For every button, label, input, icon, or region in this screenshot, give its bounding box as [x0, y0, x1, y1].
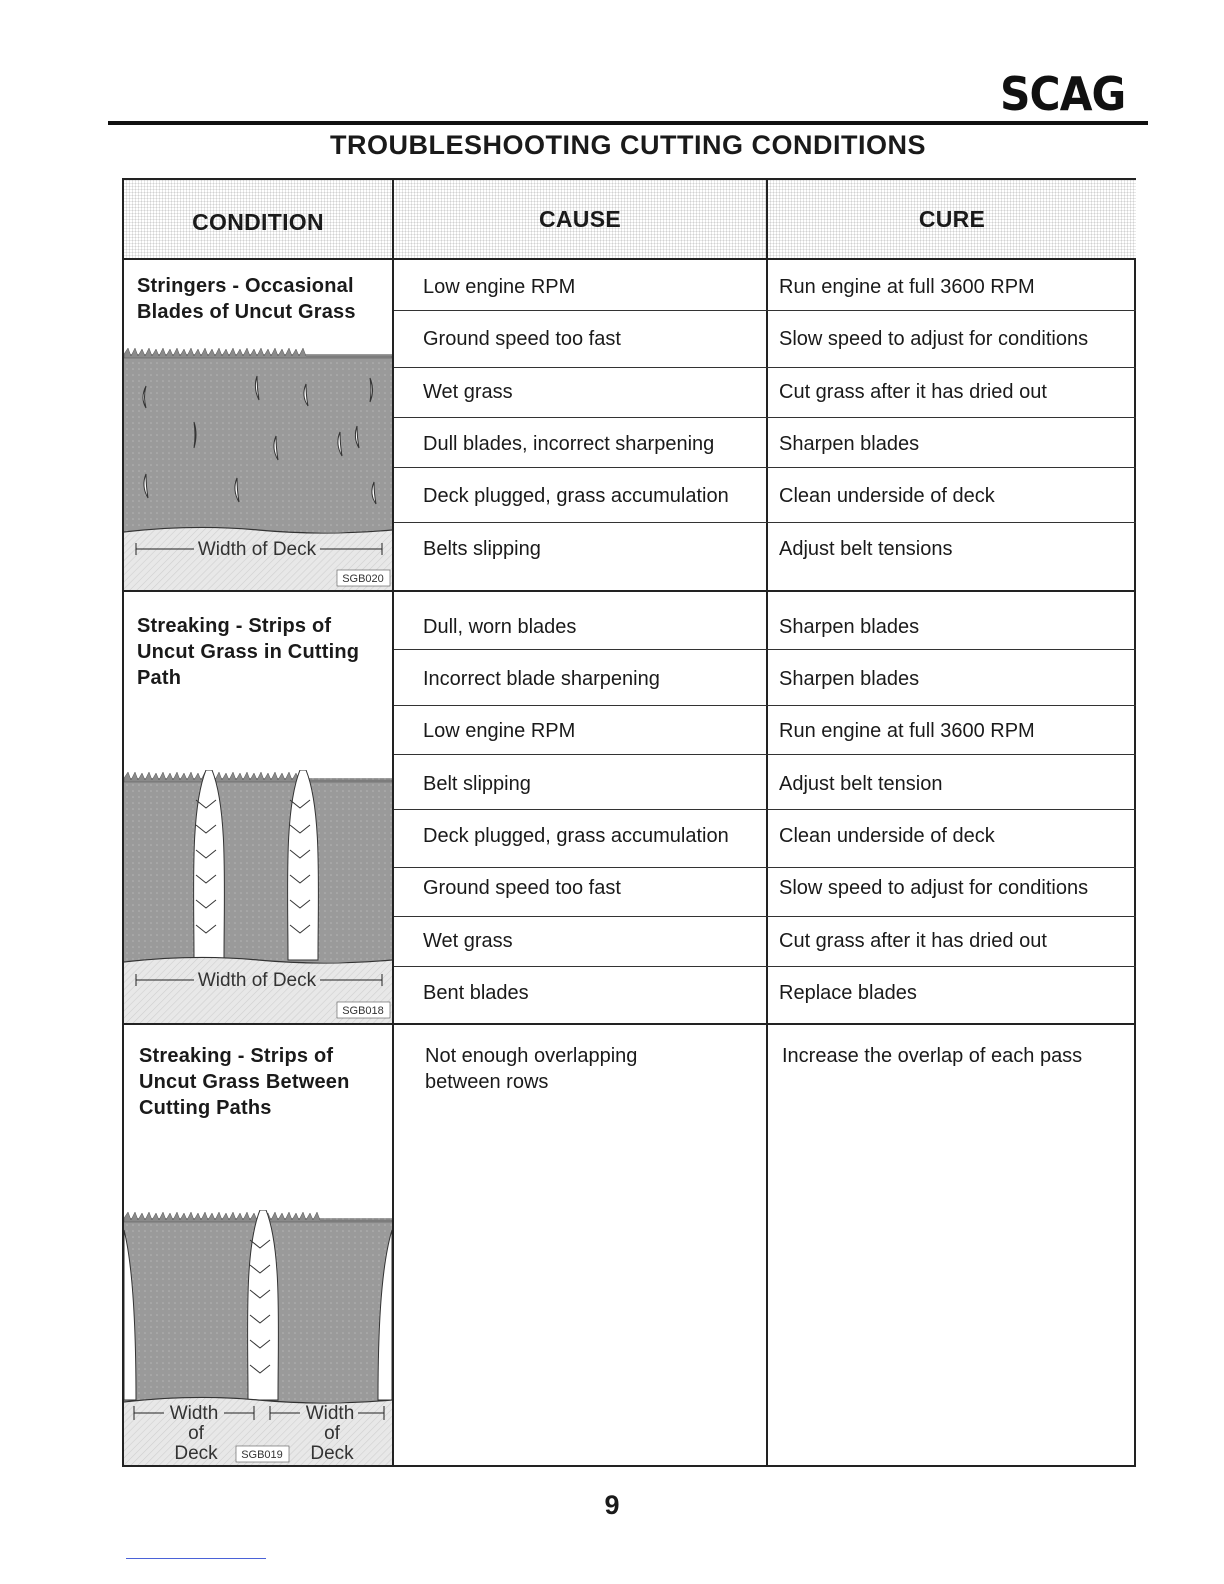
figure-label: Width	[305, 1403, 355, 1424]
row-divider	[394, 310, 1136, 311]
overlap-illustration	[124, 1210, 392, 1465]
cause-cell: Wet grass	[423, 930, 513, 952]
figure-label: Width of Deck	[197, 970, 317, 991]
page-number: 9	[604, 1490, 620, 1520]
figure-code: SGB018	[342, 1005, 384, 1017]
cure-cell: Sharpen blades	[779, 616, 920, 638]
header-condition: CONDITION	[124, 180, 392, 258]
cause-cell: Wet grass	[423, 381, 513, 403]
figure-label: Deck	[174, 1443, 218, 1464]
header-cause: CAUSE	[394, 180, 766, 258]
section-divider	[124, 1023, 1134, 1025]
cause-cell: Belts slipping	[423, 538, 541, 560]
header-divider	[124, 258, 1134, 260]
page-title: TROUBLESHOOTING CUTTING CONDITIONS	[330, 130, 926, 160]
cause-cell: Dull blades, incorrect sharpening	[423, 433, 715, 455]
streaking-illustration	[124, 770, 392, 1023]
cause-cell: Deck plugged, grass accumulation	[423, 825, 729, 847]
row-divider	[394, 522, 1136, 523]
cause-cell: Bent blades	[423, 982, 529, 1004]
cure-cell: Cut grass after it has dried out	[779, 930, 1047, 952]
figure-label: Width	[169, 1403, 219, 1424]
header-cure: CURE	[768, 180, 1136, 258]
cure-cell: Slow speed to adjust for conditions	[779, 877, 1089, 899]
column-divider	[766, 180, 768, 1465]
row-divider	[394, 417, 1136, 418]
cure-cell: Cut grass after it has dried out	[779, 381, 1047, 403]
row-divider	[394, 809, 1136, 810]
cure-cell: Run engine at full 3600 RPM	[779, 276, 1035, 298]
cause-cell: Not enough overlapping between rows	[425, 1045, 638, 1093]
row-divider	[394, 467, 1136, 468]
row-divider	[394, 705, 1136, 706]
figure-label: of	[188, 1423, 204, 1444]
cure-cell: Run engine at full 3600 RPM	[779, 720, 1035, 742]
cause-cell: Ground speed too fast	[423, 328, 621, 350]
cause-cell: Low engine RPM	[423, 276, 576, 298]
row-divider	[394, 367, 1136, 368]
cure-cell: Slow speed to adjust for conditions	[779, 328, 1089, 350]
troubleshooting-table	[122, 178, 1136, 1467]
figure-code: SGB019	[241, 1449, 283, 1461]
cure-cell: Clean underside of deck	[779, 825, 995, 847]
row-divider	[394, 916, 1136, 917]
condition-streaking-between-paths: Streaking - Strips of Uncut Grass Between Cutting Paths	[139, 1045, 350, 1119]
column-divider	[392, 180, 394, 1465]
row-divider	[394, 649, 1136, 650]
footer-link-line	[126, 1558, 266, 1559]
row-divider	[394, 754, 1136, 755]
cure-cell: Adjust belt tensions	[779, 538, 953, 560]
scag-logo: SCAG	[1000, 67, 1126, 121]
figure-label: of	[324, 1423, 340, 1444]
cure-cell: Clean underside of deck	[779, 485, 995, 507]
row-divider	[394, 867, 1136, 868]
figure-label: Deck	[310, 1443, 354, 1464]
cure-cell: Increase the overlap of each pass	[782, 1045, 1083, 1067]
cause-cell: Belt slipping	[423, 773, 531, 795]
cause-cell: Deck plugged, grass accumulation	[423, 485, 729, 507]
cause-cell: Dull, worn blades	[423, 616, 577, 638]
cause-cell: Incorrect blade sharpening	[423, 668, 660, 690]
header-rule	[108, 121, 1148, 125]
cure-cell: Adjust belt tension	[779, 773, 943, 795]
condition-stringers: Stringers - Occasional Blades of Uncut Grass	[137, 275, 356, 323]
cause-cell: Low engine RPM	[423, 720, 576, 742]
stringers-illustration	[124, 348, 392, 590]
cure-cell: Sharpen blades	[779, 433, 920, 455]
row-divider	[394, 966, 1136, 967]
figure-label: Width of Deck	[197, 539, 317, 560]
section-divider	[124, 590, 1134, 592]
cause-cell: Ground speed too fast	[423, 877, 621, 899]
figure-code: SGB020	[342, 573, 384, 585]
cure-cell: Sharpen blades	[779, 668, 920, 690]
cure-cell: Replace blades	[779, 982, 917, 1004]
condition-streaking-in-path: Streaking - Strips of Uncut Grass in Cutting Path	[137, 615, 360, 689]
